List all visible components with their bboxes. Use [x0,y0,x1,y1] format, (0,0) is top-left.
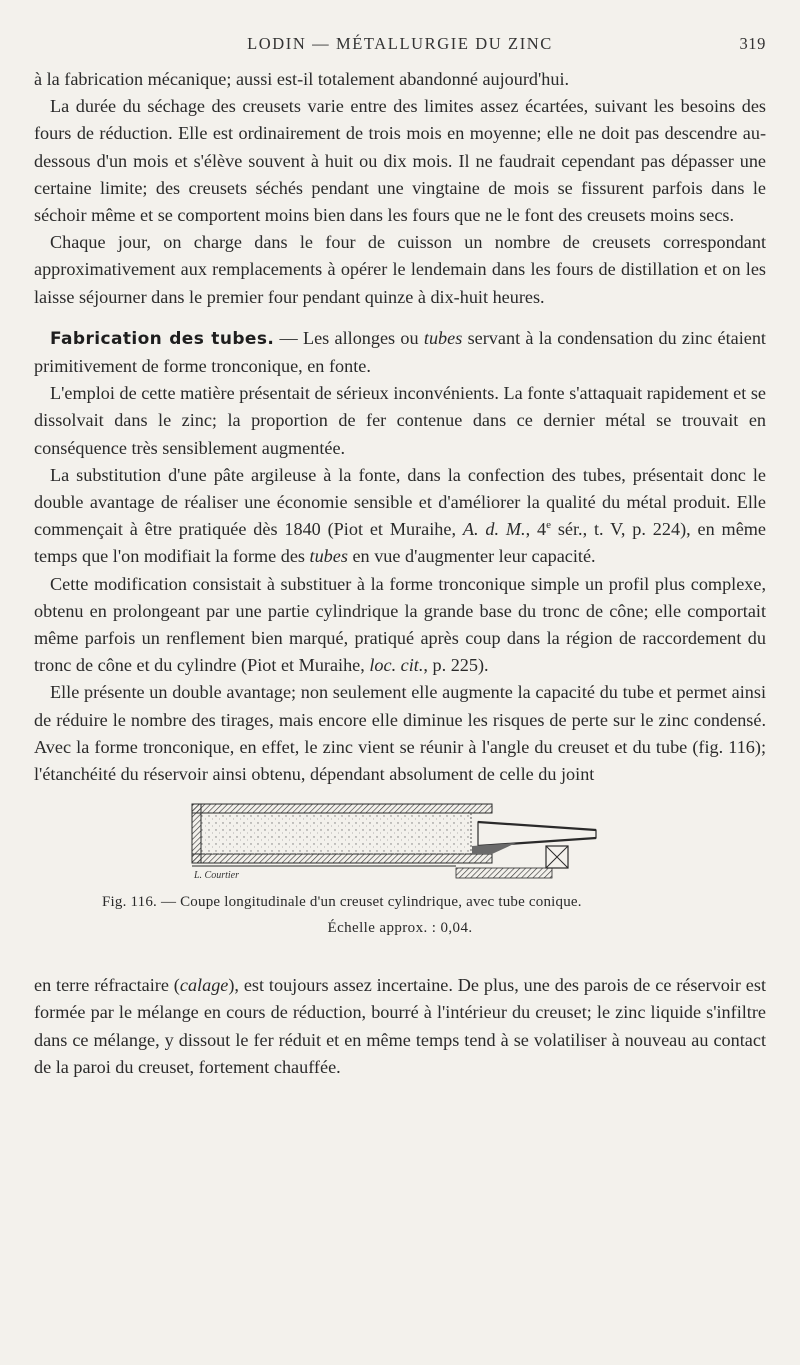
section-intro-em: tubes [423,327,463,348]
paragraph-emploi: L'emploi de cette matière présentait de sérieux inconvénients. La fonte s'attaquait rapidement et se dissolvait dans le zinc; la proportion de fer contenue dans ce dernier métal se trouvait en conséquence très sensiblement augmentée. [34,383,766,458]
paragraph-final [34,972,766,1081]
substitution-tubes-em: tubes [309,546,348,567]
running-header [34,24,766,58]
paragraph-section-intro [34,325,766,380]
paragraph-continuation: à la fabrication mécanique; aussi est-il totalement abandonné aujourd'hui. [34,69,570,89]
modification-text-a: Cette modification consistait à substituer à la forme tronconique simple un profil plus complexe, obtenu en prolongeant par une partie cylindrique la grande base du tronc de cône; elle comportait même parfois un renflement bien marqué, pratiqué après coup dans la région de raccordement du tronc de cône et du cylindre (Piot et Muraihe, [34,573,766,676]
substitution-text-d: en vue d'augmenter leur capacité. [347,546,596,567]
paragraph-sechage: La durée du séchage des creusets varie entre des limites assez écartées, suivant les besoins des fours de réduction. Elle est ordinairement de trois mois en moyenne; elle ne doit pas descendre au-dessous d'un mois et s'élève souvent à huit ou dix mois. Il ne faudrait cependant pas dépasser une certaine limite; des creusets séchés pendant une vingtaine de mois se fissurent parfois dans le séchoir même et se comportent moins bien dans les fours que ne le font des creusets moins secs. [34,96,766,226]
final-calage-em: calage [179,975,229,996]
substitution-text-c: sér., t. V, p. 224), en même temps que l'on modifiait la forme des [34,519,766,567]
paragraph-cuisson: Chaque jour, on charge dans le four de cuisson un nombre de creusets correspondant approximativement aux remplacements à opérer le lendemain dans les fours de distillation et on les laisse séjourner dans le premier four pendant quinze à dix-huit heures. [34,232,766,307]
final-text-b: ), est toujours assez incertaine. De plus, une des parois de ce réservoir est formée par le mélange en cours de réduction, bourré à l'intérieur du creuset; le zinc liquide s'infiltre dans ce mélange, y dissout le fer réduit et en même temps tend à se volatiliser à nouveau au contact de la paroi du creuset, fortement chauffée. [34,975,766,1077]
paragraph-substitution [34,462,766,571]
crucible-top-wall [192,804,492,813]
paragraph-modification [34,571,766,680]
crucible-charge [201,813,471,854]
crucible-section-drawing [186,800,606,892]
crucible-back-wall [192,804,201,863]
page-number: 319 [739,34,766,53]
text-block-after [34,972,766,1081]
crucible-bottom-wall [192,854,492,863]
section-title: Fabrication des tubes. [50,328,275,349]
substitution-text-a: La substitution d'une pâte argileuse à la fonte, dans la confection des tubes, présentait donc le double avantage de réaliser une économie sensible et d'améliorer la qualité du métal produit. Elle commençait à être pratiquée dès 1840 (Piot et Muraihe, [34,464,766,540]
text-block-before [34,66,766,311]
header-title: LODIN — MÉTALLURGIE DU ZINC [247,34,553,53]
substitution-text-b: , 4 [525,519,547,540]
section-intro-a: — Les allonges ou [274,327,424,348]
figure-scale: Échelle approx. : 0,04. [327,920,473,937]
book-page [34,24,766,1344]
figure-signature: L. Courtier [194,870,240,882]
section-intro-b: servant à la condensation du zinc étaient primitivement de forme tronconique, en fonte. [34,327,766,377]
substitution-reference: A. d. M. [462,519,526,540]
substitution-superscript: e [546,519,551,532]
modification-text-b: , p. 225). [423,655,489,676]
final-text-a: en terre réfractaire ( [34,975,180,996]
figure-116 [34,798,766,968]
furnace-base [456,868,552,878]
figure-caption: Fig. 116. — Coupe longitudinale d'un creuset cylindrique, avec tube conique. [102,894,582,911]
paragraph-avantage: Elle présente un double avantage; non seulement elle augmente la capacité du tube et permet ainsi de réduire le nombre des tirages, mais encore elle diminue les risques de perte sur le zinc condensé. Avec la forme tronconique, en effet, le zinc vient se réunir à l'angle du creuset et du tube (fig. 116); l'étanchéité du réservoir ainsi obtenu, dépendant absolument de celle du joint [34,682,766,785]
modification-loc-cit: loc. cit. [369,655,424,676]
section-tubes [34,325,766,788]
